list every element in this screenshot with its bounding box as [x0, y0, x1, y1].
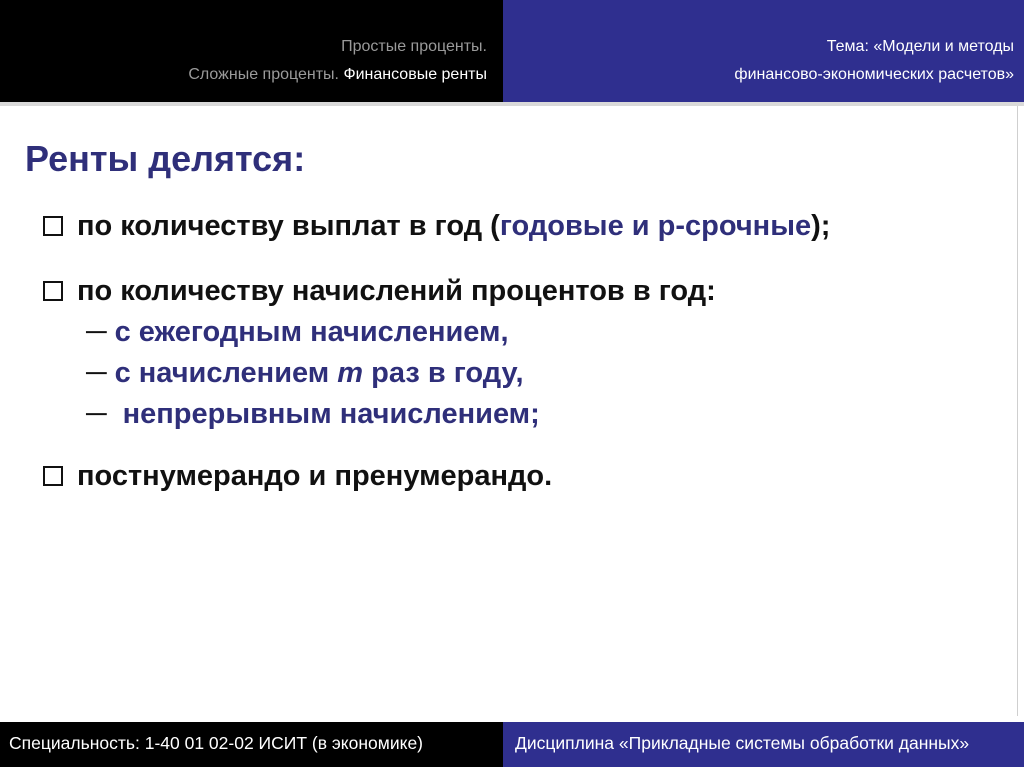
bullet-item-1	[43, 210, 830, 243]
header-theme	[503, 0, 1024, 102]
header-topic-line2	[0, 61, 487, 89]
footer-discipline: Дисциплина «Прикладные системы обработки данных»	[503, 722, 1024, 767]
footer-specialty: Специальность: 1-40 01 02-02 ИСИТ (в экономике)	[0, 722, 503, 767]
checkbox-bullet-icon	[43, 216, 63, 236]
sub2-text-b: раз в году,	[371, 357, 524, 389]
sub3-text: непрерывным начислением;	[122, 398, 540, 430]
checkbox-bullet-icon	[43, 466, 63, 486]
bullet-item-2	[43, 275, 716, 308]
item1-end: );	[811, 210, 831, 242]
item2-text: по количеству начислений процентов в год:	[77, 275, 716, 307]
header-topic-line1: Простые проценты.	[341, 38, 487, 55]
dash-icon: ─	[86, 357, 107, 389]
header-divider	[0, 102, 1024, 106]
checkbox-bullet-icon	[43, 281, 63, 301]
header-theme-line1: Тема: «Модели и методы	[826, 38, 1014, 55]
right-border	[1017, 106, 1018, 716]
bullet-item-3	[43, 460, 552, 493]
sub1-text: с ежегодным начислением,	[114, 316, 509, 348]
sub-item-1	[86, 316, 509, 349]
item1-text: по количеству выплат в год (	[77, 210, 500, 242]
slide-title: Ренты делятся:	[25, 138, 306, 179]
dash-icon: ─	[86, 316, 107, 348]
header-theme-line2: финансово-экономических расчетов»	[734, 66, 1014, 83]
sub2-text-a: с начислением	[114, 357, 330, 389]
header-course-topics	[0, 0, 503, 102]
sub2-variable-m: m	[337, 357, 364, 389]
sub-item-3	[86, 398, 540, 431]
dash-icon: ─	[86, 398, 107, 430]
sub-item-2	[86, 357, 524, 390]
item1-highlight: годовые и р-срочные	[499, 210, 812, 242]
header-topic-current: Финансовые ренты	[343, 66, 487, 83]
header-topic-gray: Сложные проценты.	[188, 66, 339, 83]
item3-text: постнумерандо и пренумерандо.	[77, 460, 553, 492]
